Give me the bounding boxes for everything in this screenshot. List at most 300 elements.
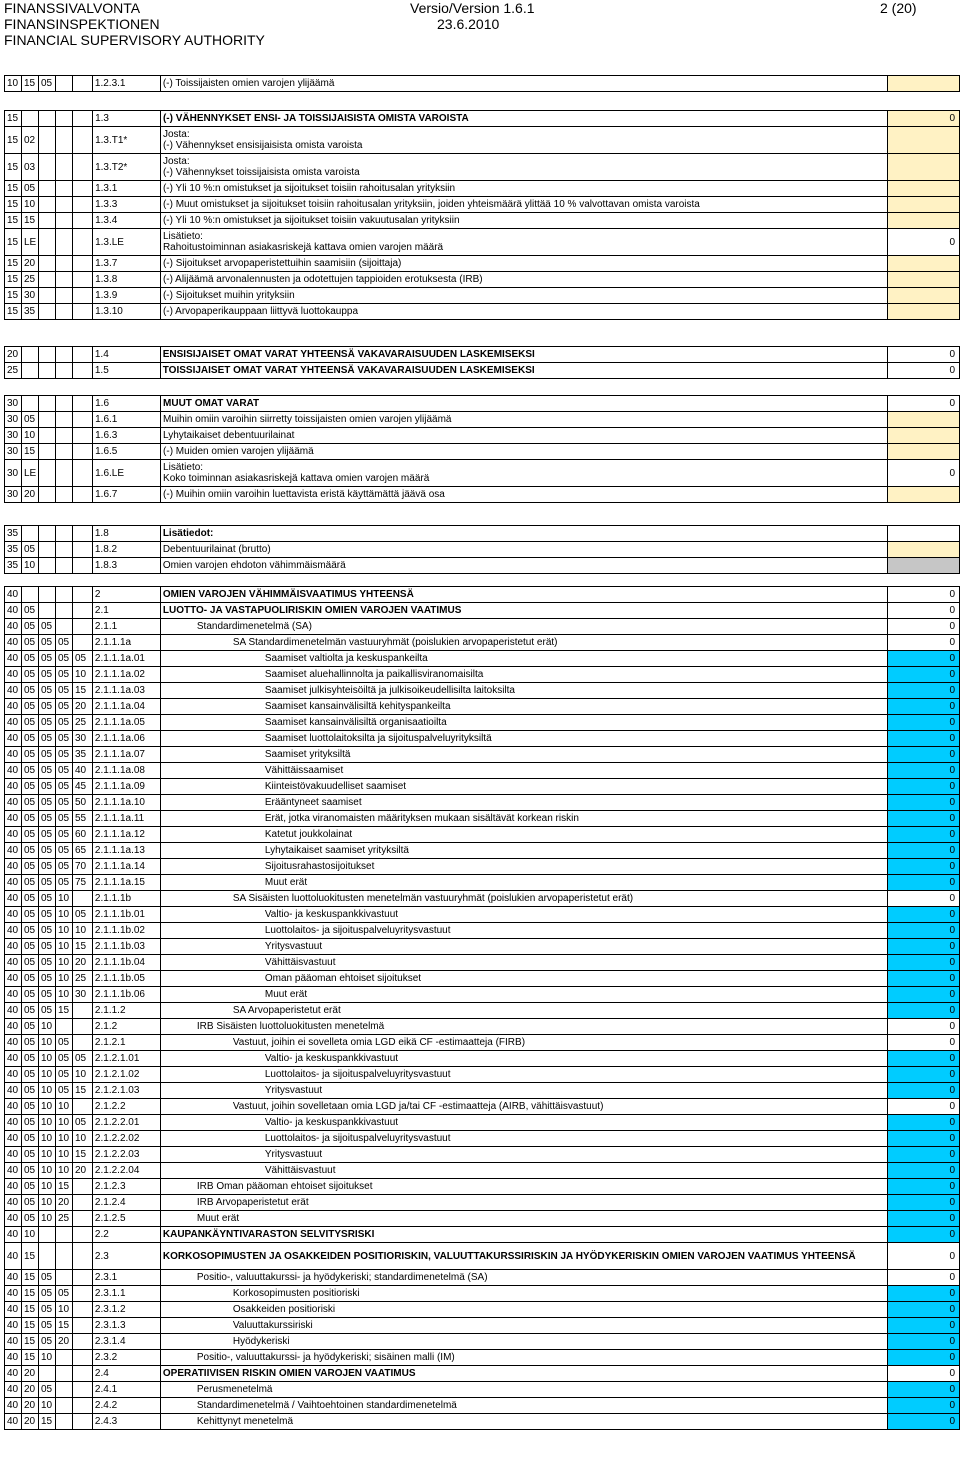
item-code-cell: 1.3.8 [93, 272, 161, 288]
value-input-cell[interactable]: 0 [888, 1195, 960, 1211]
value-input-cell[interactable]: 0 [888, 1003, 960, 1019]
table-row [5, 1302, 960, 1318]
description-text: Muihin omiin varoihin siirretty toissijaisten omien varojen ylijäämä [163, 414, 452, 425]
value-input-cell[interactable]: 0 [888, 1302, 960, 1318]
code-part-cell: 15 [21, 1302, 38, 1318]
value-input-cell[interactable]: 0 [888, 955, 960, 971]
description-cell [160, 1270, 887, 1286]
table-row [5, 859, 960, 875]
value-input-cell[interactable] [888, 213, 960, 229]
item-code-cell: 2.1.2.2.03 [92, 1147, 160, 1163]
code-part-cell [56, 272, 73, 288]
item-code-cell: 2.1.1 [92, 619, 160, 635]
item-code-cell: 2.1.1.1a.06 [92, 731, 160, 747]
code-part-cell: 05 [55, 875, 72, 891]
code-part-cell: 40 [5, 1398, 22, 1414]
value-input-cell[interactable]: 0 [888, 1035, 960, 1051]
code-part-cell [73, 213, 93, 229]
value-input-cell[interactable]: 0 [888, 1115, 960, 1131]
code-part-cell [56, 304, 73, 320]
value-input-cell[interactable]: 0 [888, 923, 960, 939]
description-text: Positio-, valuuttakurssi- ja hyödykeriski; sisäinen malli (IM) [196, 1352, 455, 1363]
value-input-cell[interactable]: 0 [888, 1051, 960, 1067]
value-input-cell[interactable]: 0 [888, 1211, 960, 1227]
code-part-cell [72, 635, 92, 651]
value-input-cell[interactable]: 0 [888, 1147, 960, 1163]
value-input-cell[interactable]: 0 [888, 1099, 960, 1115]
value-input-cell[interactable] [888, 272, 960, 288]
value-input-cell[interactable]: 0 [888, 1179, 960, 1195]
code-part-cell: 10 [38, 1211, 55, 1227]
description-cell [160, 1414, 887, 1430]
description-text: Yritysvastuut [264, 1149, 323, 1160]
value-input-cell[interactable]: 0 [888, 731, 960, 747]
code-part-cell: 05 [72, 1115, 92, 1131]
code-part-cell: 70 [72, 859, 92, 875]
value-input-cell[interactable]: 0 [888, 363, 960, 379]
value-input-cell[interactable]: 0 [888, 795, 960, 811]
description-text: Luottolaitos- ja sijoituspalveluyritysvastuut [264, 925, 451, 936]
code-part-cell: 05 [38, 1382, 55, 1398]
code-part-cell: 15 [72, 939, 92, 955]
item-code-cell: 1.3.LE [93, 229, 161, 256]
description-text: (-) Muiden omien varojen ylijäämä [163, 446, 314, 457]
code-part-cell: 40 [5, 1318, 22, 1334]
table-row [5, 1163, 960, 1179]
table-row [5, 1211, 960, 1227]
description-cell [160, 213, 887, 229]
description-text: IRB Sisäisten luottoluokitusten menetelmä [196, 1021, 385, 1032]
code-part-cell [72, 542, 92, 558]
code-part-cell: 05 [38, 843, 55, 859]
value-input-cell[interactable]: 0 [888, 396, 960, 412]
item-code-cell: 1.6.7 [93, 487, 161, 503]
code-part-cell: 05 [38, 1286, 55, 1302]
code-part-cell: 05 [21, 412, 38, 428]
description-text: Kiinteistövakuudelliset saamiset [264, 781, 407, 792]
value-input-cell[interactable] [888, 412, 960, 428]
code-part-cell [21, 347, 38, 363]
code-part-cell [21, 363, 38, 379]
description-cell [160, 526, 887, 542]
description-cell [160, 1051, 887, 1067]
code-part-cell: 10 [21, 558, 38, 574]
code-part-cell: 15 [5, 181, 22, 197]
value-input-cell[interactable] [888, 304, 960, 320]
description-cell [160, 683, 887, 699]
description-text: Lisätiedot: [162, 528, 214, 539]
item-code-cell: 2.1.1.1b.05 [92, 971, 160, 987]
value-input-cell[interactable]: 0 [888, 763, 960, 779]
table-row [5, 939, 960, 955]
code-part-cell: 05 [38, 891, 55, 907]
description-cell [160, 827, 887, 843]
value-input-cell[interactable]: 0 [888, 1131, 960, 1147]
description-text: (-) Arvopaperikauppaan liittyvä luottokauppa [162, 306, 359, 317]
code-part-cell: 05 [21, 1003, 38, 1019]
code-part-cell: 05 [21, 181, 38, 197]
code-part-cell: 05 [55, 827, 72, 843]
code-part-cell [56, 444, 73, 460]
code-part-cell: 05 [21, 811, 38, 827]
description-text: SA Standardimenetelmän vastuuryhmät (poislukien arvopaperistetut erät) [232, 637, 558, 648]
table-row [5, 1318, 960, 1334]
code-part-cell [56, 428, 73, 444]
description-text: Vastuut, joihin sovelletaan omia LGD ja/tai CF -estimaatteja (AIRB, vähittäisvastuut) [232, 1101, 604, 1112]
description-cell [160, 1131, 887, 1147]
value-input-cell[interactable] [888, 127, 960, 154]
item-code-cell: 1.3.3 [93, 197, 161, 213]
code-part-cell: 05 [21, 923, 38, 939]
description-text: IRB Oman pääoman ehtoiset sijoitukset [196, 1181, 373, 1192]
value-input-cell[interactable]: 0 [888, 635, 960, 651]
description-text: Sijoitusrahastosijoitukset [264, 861, 375, 872]
value-input-cell[interactable]: 0 [888, 859, 960, 875]
code-part-cell [56, 460, 73, 487]
value-input-cell[interactable] [888, 444, 960, 460]
description-cell [160, 859, 887, 875]
code-part-cell [73, 256, 93, 272]
code-part-cell: 10 [55, 987, 72, 1003]
code-part-cell: 05 [21, 619, 38, 635]
value-input-cell[interactable]: 0 [888, 1334, 960, 1350]
item-code-cell: 2.1.1.1a [92, 635, 160, 651]
value-input-cell[interactable] [888, 256, 960, 272]
code-part-cell: 55 [72, 811, 92, 827]
code-part-cell [21, 526, 38, 542]
description-cell [160, 1211, 887, 1227]
code-part-cell: 05 [38, 635, 55, 651]
table-row [5, 1270, 960, 1286]
value-input-cell[interactable]: 0 [888, 1227, 960, 1243]
value-input-cell[interactable]: 0 [888, 619, 960, 635]
code-part-cell: 40 [5, 891, 22, 907]
description-text: Luottolaitos- ja sijoituspalveluyritysvastuut [264, 1069, 451, 1080]
description-text: Hyödykeriski [232, 1336, 290, 1347]
code-part-cell [72, 1414, 92, 1430]
code-part-cell: 10 [55, 923, 72, 939]
code-part-cell: 15 [21, 213, 38, 229]
value-input-cell[interactable]: 0 [888, 891, 960, 907]
table-row [5, 363, 960, 379]
code-part-cell: 15 [55, 1318, 72, 1334]
description-cell [160, 229, 887, 256]
code-part-cell [55, 1227, 72, 1243]
item-code-cell: 1.8.2 [92, 542, 160, 558]
table-row [5, 444, 960, 460]
value-input-cell[interactable] [888, 526, 960, 542]
value-input-cell[interactable]: 0 [888, 1398, 960, 1414]
code-part-cell: 05 [38, 1302, 55, 1318]
item-code-cell: 2.1.1.1a.13 [92, 843, 160, 859]
table-row [5, 256, 960, 272]
code-part-cell: 15 [21, 1318, 38, 1334]
table-row [5, 412, 960, 428]
code-part-cell: 15 [5, 197, 22, 213]
item-code-cell: 1.3.T2* [93, 154, 161, 181]
item-code-cell: 2.3 [92, 1243, 160, 1270]
code-part-cell [39, 444, 56, 460]
description-text: Korkosopimusten positioriski [232, 1288, 360, 1299]
value-input-cell[interactable]: 0 [888, 347, 960, 363]
code-part-cell: 05 [21, 1163, 38, 1179]
value-input-cell[interactable]: 0 [888, 651, 960, 667]
table-row [5, 213, 960, 229]
code-part-cell: 05 [21, 1051, 38, 1067]
value-input-cell[interactable]: 0 [888, 111, 960, 127]
code-part-cell [38, 347, 55, 363]
item-code-cell: 2.2 [92, 1227, 160, 1243]
code-part-cell: 40 [5, 747, 22, 763]
value-input-cell[interactable]: 0 [888, 747, 960, 763]
value-input-cell[interactable] [888, 288, 960, 304]
code-part-cell: 15 [21, 1270, 38, 1286]
code-part-cell [39, 396, 56, 412]
table-row [5, 587, 960, 603]
table-row [5, 1051, 960, 1067]
description-cell [160, 542, 887, 558]
value-input-cell[interactable]: 0 [888, 875, 960, 891]
code-part-cell: 40 [72, 763, 92, 779]
code-part-cell [55, 1243, 72, 1270]
code-part-cell: 05 [38, 1270, 55, 1286]
code-part-cell: 05 [55, 683, 72, 699]
value-input-cell[interactable] [888, 76, 960, 92]
description-cell [160, 795, 887, 811]
table-row [5, 1179, 960, 1195]
code-part-cell: 05 [38, 699, 55, 715]
value-input-cell[interactable]: 0 [888, 779, 960, 795]
item-code-cell: 2.4.2 [92, 1398, 160, 1414]
table-row [5, 763, 960, 779]
value-input-cell[interactable]: 0 [888, 843, 960, 859]
item-code-cell: 2.1.2.5 [92, 1211, 160, 1227]
description-cell [160, 811, 887, 827]
value-input-cell[interactable]: 0 [888, 1318, 960, 1334]
code-part-cell: 20 [21, 1414, 38, 1430]
code-part-cell: 10 [21, 197, 38, 213]
code-part-cell: 05 [21, 843, 38, 859]
description-text: Vähittäisvastuut [264, 957, 336, 968]
value-input-cell[interactable]: 0 [888, 811, 960, 827]
description-cell [160, 363, 887, 379]
value-input-cell[interactable]: 0 [888, 1382, 960, 1398]
value-input-cell[interactable]: 0 [888, 827, 960, 843]
code-part-cell: 10 [38, 1035, 55, 1051]
item-code-cell: 1.5 [92, 363, 160, 379]
value-input-cell[interactable] [888, 181, 960, 197]
description-text: Kehittynyt menetelmä [196, 1416, 294, 1427]
code-part-cell [72, 587, 92, 603]
description-text: KAUPANKÄYNTIVARASTON SELVITYSRISKI [162, 1229, 375, 1240]
code-part-cell [72, 1382, 92, 1398]
code-part-cell: 10 [55, 1163, 72, 1179]
table-row [5, 229, 960, 256]
item-code-cell: 2.1.2 [92, 1019, 160, 1035]
code-part-cell: 10 [55, 1147, 72, 1163]
value-input-cell[interactable]: 0 [888, 1163, 960, 1179]
code-part-cell [55, 619, 72, 635]
code-part-cell [55, 587, 72, 603]
code-part-cell [56, 256, 73, 272]
code-part-cell: LE [21, 460, 38, 487]
value-input-cell[interactable]: 0 [888, 1019, 960, 1035]
code-part-cell [73, 304, 93, 320]
code-part-cell [73, 288, 93, 304]
item-code-cell: 2.1 [92, 603, 160, 619]
table-row [5, 779, 960, 795]
description-text: SA Arvopaperistetut erät [232, 1005, 341, 1016]
description-cell [160, 891, 887, 907]
code-part-cell: 05 [55, 811, 72, 827]
code-part-cell: 15 [55, 1179, 72, 1195]
description-cell [160, 1302, 887, 1318]
item-code-cell: 2.1.1.1a.12 [92, 827, 160, 843]
table-row [5, 127, 960, 154]
code-part-cell: 10 [21, 428, 38, 444]
description-text: SA Sisäisten luottoluokitusten menetelmän vastuuryhmät (poislukien arvopaperistetut erät) [232, 893, 634, 904]
value-input-cell[interactable]: 0 [888, 667, 960, 683]
value-input-cell[interactable]: 0 [888, 939, 960, 955]
code-part-cell: 10 [21, 1227, 38, 1243]
code-part-cell: 10 [38, 1099, 55, 1115]
item-code-cell: 2 [92, 587, 160, 603]
value-input-cell[interactable]: 0 [888, 1083, 960, 1099]
item-code-cell: 1.3.10 [93, 304, 161, 320]
code-part-cell: 15 [21, 444, 38, 460]
value-input-cell[interactable] [888, 428, 960, 444]
value-input-cell[interactable]: 0 [888, 603, 960, 619]
code-part-cell: 15 [21, 1334, 38, 1350]
value-input-cell[interactable] [888, 487, 960, 503]
code-part-cell: 25 [72, 971, 92, 987]
item-code-cell: 2.3.1.2 [92, 1302, 160, 1318]
code-part-cell [38, 1366, 55, 1382]
code-part-cell: 40 [5, 619, 22, 635]
code-part-cell: 10 [55, 1131, 72, 1147]
description-text: Josta: (-) Vähennykset toissijaisista omista varoista [162, 156, 360, 178]
table-row [5, 699, 960, 715]
description-text: Erät, jotka viranomaisten määrityksen mukaan sisältävät korkean riskin [264, 813, 579, 824]
value-input-cell[interactable]: 0 [888, 229, 960, 256]
value-input-cell[interactable]: 0 [888, 907, 960, 923]
item-code-cell: 2.1.2.2.01 [92, 1115, 160, 1131]
code-part-cell [72, 1398, 92, 1414]
value-input-cell[interactable] [888, 154, 960, 181]
value-input-cell[interactable] [888, 197, 960, 213]
code-part-cell: 05 [21, 763, 38, 779]
value-input-cell[interactable]: 0 [888, 1270, 960, 1286]
description-cell [160, 154, 887, 181]
description-cell [160, 923, 887, 939]
code-part-cell: 10 [5, 76, 22, 92]
code-part-cell [39, 127, 56, 154]
code-part-cell: 10 [38, 1179, 55, 1195]
code-part-cell [38, 587, 55, 603]
description-text: (-) Yli 10 %:n omistukset ja sijoitukset toisiin vakuutusalan yrityksiin [162, 215, 460, 226]
description-text: Osakkeiden positioriski [232, 1304, 336, 1315]
value-input-cell[interactable] [888, 558, 960, 574]
code-part-cell: 05 [38, 747, 55, 763]
value-input-cell[interactable]: 0 [888, 987, 960, 1003]
description-cell [160, 1163, 887, 1179]
value-input-cell[interactable]: 0 [888, 1243, 960, 1270]
table-row [5, 603, 960, 619]
table-row [5, 731, 960, 747]
code-part-cell: 05 [72, 907, 92, 923]
value-input-cell[interactable]: 0 [888, 587, 960, 603]
item-code-cell: 2.1.2.1.03 [92, 1083, 160, 1099]
table-row [5, 1019, 960, 1035]
code-part-cell [55, 1019, 72, 1035]
value-input-cell[interactable]: 0 [888, 1366, 960, 1382]
code-part-cell: 05 [38, 715, 55, 731]
value-input-cell[interactable]: 0 [888, 971, 960, 987]
item-code-cell: 2.1.1.2 [92, 1003, 160, 1019]
code-part-cell [72, 76, 92, 92]
table-row [5, 1083, 960, 1099]
description-cell [160, 843, 887, 859]
value-input-cell[interactable]: 0 [888, 1350, 960, 1366]
value-input-cell[interactable]: 0 [888, 683, 960, 699]
code-part-cell: 40 [5, 651, 22, 667]
code-part-cell: 05 [21, 542, 38, 558]
item-code-cell: 1.6.1 [93, 412, 161, 428]
description-text: Oman pääoman ehtoiset sijoitukset [264, 973, 422, 984]
description-text: Debentuurilainat (brutto) [162, 544, 271, 555]
code-part-cell: 10 [55, 907, 72, 923]
value-input-cell[interactable]: 0 [888, 460, 960, 487]
code-part-cell [72, 1302, 92, 1318]
code-part-cell: 10 [38, 1115, 55, 1131]
code-part-cell: 40 [5, 1286, 22, 1302]
description-cell [160, 1382, 887, 1398]
table-row [5, 304, 960, 320]
code-part-cell [72, 1099, 92, 1115]
value-input-cell[interactable]: 0 [888, 1286, 960, 1302]
code-part-cell [72, 1211, 92, 1227]
code-part-cell: 40 [5, 1019, 22, 1035]
table-row [5, 526, 960, 542]
code-part-cell: 30 [5, 444, 22, 460]
table-row [5, 1003, 960, 1019]
code-part-cell [39, 256, 56, 272]
code-part-cell: 05 [38, 859, 55, 875]
table-row [5, 667, 960, 683]
code-part-cell: 05 [21, 699, 38, 715]
value-input-cell[interactable]: 0 [888, 699, 960, 715]
code-part-cell: 40 [5, 715, 22, 731]
code-part-cell: 05 [38, 683, 55, 699]
code-part-cell [73, 127, 93, 154]
description-text: Josta: (-) Vähennykset ensisijaisista omista varoista [162, 129, 363, 151]
code-part-cell: 15 [5, 288, 22, 304]
table-row [5, 955, 960, 971]
code-part-cell: 40 [5, 699, 22, 715]
value-input-cell[interactable]: 0 [888, 1414, 960, 1430]
code-part-cell [55, 542, 72, 558]
value-input-cell[interactable]: 0 [888, 715, 960, 731]
table-row [5, 619, 960, 635]
code-part-cell: 05 [55, 635, 72, 651]
item-code-cell: 2.1.2.1.02 [92, 1067, 160, 1083]
value-input-cell[interactable]: 0 [888, 1067, 960, 1083]
table-row [5, 1147, 960, 1163]
table-row [5, 154, 960, 181]
code-part-cell: 20 [21, 1398, 38, 1414]
description-text: Positio-, valuuttakurssi- ja hyödykeriski; standardimenetelmä (SA) [196, 1272, 488, 1283]
value-input-cell[interactable] [888, 542, 960, 558]
